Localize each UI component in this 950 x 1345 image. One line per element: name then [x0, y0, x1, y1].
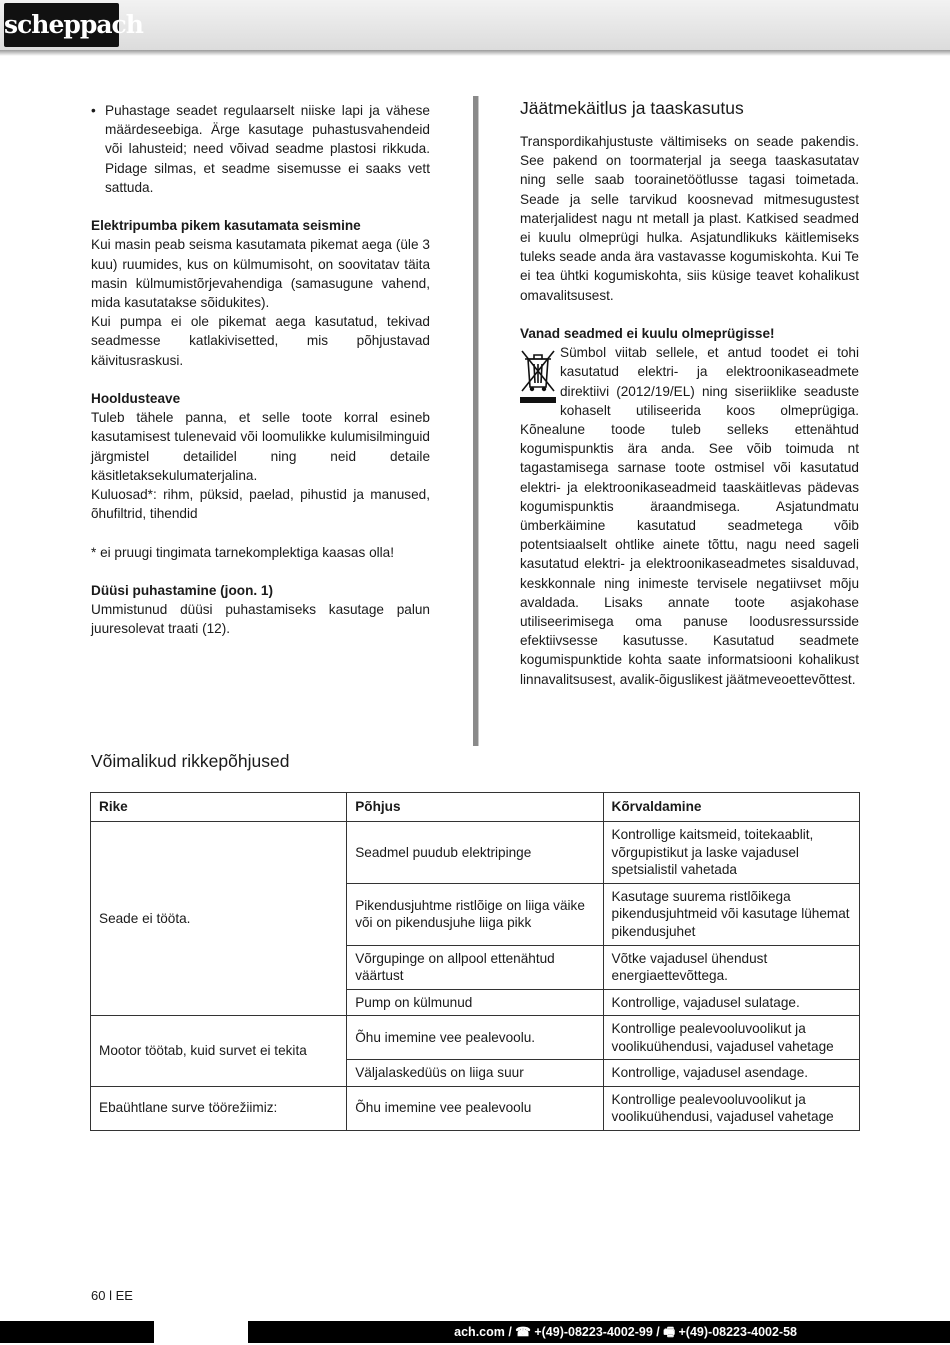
storage-paragraph-1: Kui masin peab seisma kasutamata pikemat aega (üle 3 kuu) ruumides, kus on külmumisoht, on soovitatav täita masin külmumistõrjevahendiga (samasugune vahend, mida kasutatakse sõidukites). [91, 237, 430, 311]
remedy-cell: Kontrollige kaitsmeid, toitekaablit, võrgupistikut ja laske vajadusel spetsialistil vahetada [603, 822, 859, 884]
cause-cell: Seadmel puudub elektripinge [347, 822, 603, 884]
page-header [0, 0, 950, 51]
service-heading: Hooldusteave [91, 391, 181, 407]
footer-contact: ach.com / ☎ +(49)-08223-4002-99 / 🖷 +(49)-08223-4002-58 [454, 1325, 797, 1339]
column-divider [473, 96, 478, 746]
service-note: * ei pruugi tingimata tarnekomplektiga kaasas olla! [91, 544, 395, 560]
table-header-row [91, 793, 860, 822]
cause-cell: Õhu imemine vee pealevoolu. [347, 1016, 603, 1060]
crossed-bin-icon [520, 347, 556, 405]
brand-logo: scheppach [4, 3, 119, 47]
remedy-cell: Kontrollige, vajadusel asendage. [603, 1060, 859, 1087]
nozzle-paragraph: Ummistunud düüsi puhastamiseks kasutage palun juuresolevat traati (12). [91, 602, 430, 637]
cause-cell: Õhu imemine vee pealevoolu [347, 1086, 603, 1130]
remedy-cell: Kasutage suurema ristlõikega pikendusjuhtmeid või kasutage lühemat pikendusjuhet [603, 883, 859, 945]
cause-cell: Väljalaskedüüs on liiga suur [347, 1060, 603, 1087]
nozzle-heading: Düüsi puhastamine (joon. 1) [91, 583, 274, 599]
storage-heading: Elektripumba pikem kasutamata seismine [91, 218, 361, 234]
weee-paragraph: Sümbol viitab sellele, et antud toodet ei tohi kasutatud elektri- ja elektroonikaseadmete direktiivi (2012/19/EL) ning siseriiklike seaduste kohaselt utiliseerida koos olmeprügiga. Kõnealune toode tuleb selleks ettenähtud kogumispunktis ära anda. See võib toimuda nt tagastamisega sarnase toote ostmisel või kasutatud elektri- ja elektroonikaseadmeid taaskäitlevas pädevas kogumispunktis äraandmisega. Asjatundmatu ümberkäimine kasutatud seadmetega võib potentsiaalselt ohtlike ainete tõttu, nagu need sageli kasutatud elektri- ja elektroonikaseadmetes sisalduvad, keskkonnale ning inimeste tervisele negatiivset mõju avaldada. Lisaks annate toote asjakohase utiliseerimisega oma panuse loodusressursside efektiivsesse kasutusse. Kasutatud seadmete kogumispunktide kohta saate informatsiooni kohalikust linnavalitsusest, avalik-õiguslikest jäätmeveoettevõttest. [520, 345, 859, 687]
fault-cell: Seade ei tööta. [91, 822, 347, 1016]
cause-cell: Pikendusjuhtme ristlõige on liiga väike või on pikendusjuhe liiga pikk [347, 883, 603, 945]
table-row [91, 822, 860, 884]
left-column [91, 101, 430, 639]
column-header-fault: Rike [91, 793, 347, 822]
fault-cell: Mootor töötab, kuid survet ei tekita [91, 1016, 347, 1087]
service-paragraph-2: Kuluosad*: rihm, püksid, paelad, pihustid ja manused, õhufiltrid, tihendid [91, 487, 430, 522]
header-shadow [0, 50, 950, 56]
storage-paragraph-2: Kui pumpa ei ole pikemat aega kasutatud, tekivad seadmesse katlakivisetted, mis põhjustavad käivitusraskusi. [91, 314, 430, 368]
cleaning-bullet: • Puhastage seadet regulaarselt niiske lapi ja vähese määrdeseebiga. Ärge kasutage puhastusvahendeid või lahusteid; need võivad seadme plastosi rikkuda. Pidage silmas, et seadme sisemusse ei saaks vett sattuda. [91, 101, 430, 197]
column-header-cause: Põhjus [347, 793, 603, 822]
remedy-cell: Kontrollige pealevooluvoolikut ja voolikuühendusi, vajadusel vahetage [603, 1016, 859, 1060]
weee-heading: Vanad seadmed ei kuulu olmeprügisse! [520, 326, 775, 342]
page-number: 60 l EE [91, 1288, 133, 1303]
cause-cell: Pump on külmunud [347, 989, 603, 1016]
table-row [91, 1086, 860, 1130]
cause-cell: Võrgupinge on allpool ettenähtud väärtust [347, 945, 603, 989]
troubleshooting-title: Võimalikud rikkepõhjused [91, 751, 290, 771]
column-header-remedy: Kõrvaldamine [603, 793, 859, 822]
remedy-cell: Kontrollige, vajadusel sulatage. [603, 989, 859, 1016]
right-column [520, 96, 859, 689]
troubleshooting-table [90, 792, 860, 1131]
footer-gap [154, 1321, 248, 1343]
remedy-cell: Võtke vajadusel ühendust energiaettevõttega. [603, 945, 859, 989]
service-paragraph-1: Tuleb tähele panna, et selle toote korral esineb kasutamisest tulenevaid või loomulikke kulumisilminguid järgmistel detailidel ning neid detaile käsitletaksekulumaterjalina. [91, 410, 430, 483]
fault-cell: Ebaühtlane surve töörežiimiz: [91, 1086, 347, 1130]
table-row [91, 1016, 860, 1060]
remedy-cell: Kontrollige pealevooluvoolikut ja voolikuühendusi, vajadusel vahetage [603, 1086, 859, 1130]
disposal-heading: Jäätmekäitlus ja taaskasutus [520, 98, 744, 118]
disposal-paragraph: Transpordikahjustuste vältimiseks on seade pakendis. See pakend on toormaterjal ja seega taaskasutatav ning selle saab toorainetöötlusse tagasi toimetada. Seade ja selle tarvikud koosnevad mitmesugustest materjalidest nagu nt metall ja plast. Katkised seadmed ei kuulu olmeprügi hulka. Asjatundlikuks käitlemiseks tuleks seade anda ära vastavasse kogumiskohta. Kui Te ei tea ühtki kogumiskohta, siis küsige teavet kohalikust omavalitsusest. [520, 134, 859, 303]
